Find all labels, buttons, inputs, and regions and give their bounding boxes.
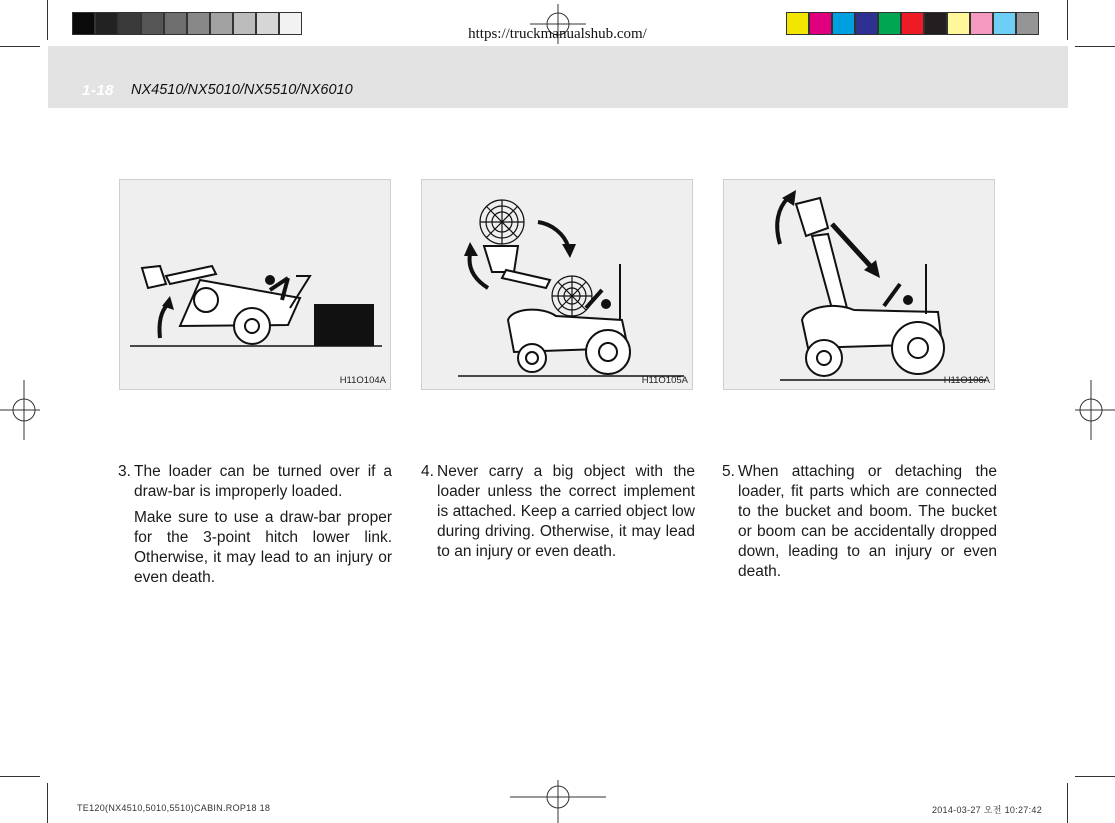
item-number: 3. [118,463,131,480]
footer-file-info: TE120(NX4510,5010,5510)CABIN.ROP18 18 [77,803,271,813]
page-number: 1-18 [82,82,115,99]
figure-2 [421,179,693,390]
registration-target-icon [0,380,40,440]
tractor-attaching-loader-illustration [724,180,996,391]
item-paragraph: Make sure to use a draw-bar proper for the 3-point hitch lower link. Otherwise, it may lead to an injury or even death. [134,509,392,586]
crop-mark [0,46,40,47]
item-number: 5. [722,463,735,480]
item-paragraph: Never carry a big object with the loader unless the correct implement is attached. Keep a carried object low during driving. Otherwise, it may lead to an injury or even death. [437,463,695,560]
footer-timestamp: 2014-03-27 오전 10:27:42 [931,805,1042,815]
crop-mark [1075,776,1115,777]
figure-code: H11O104A [339,375,386,386]
registration-target-icon [1075,380,1115,440]
instruction-item-4 [421,462,695,568]
crop-mark [47,783,48,823]
instruction-item-5 [722,462,997,588]
item-number: 4. [421,463,434,480]
tractor-tipping-over-illustration [120,180,392,391]
page-header-band [48,46,1068,108]
figure-code: H11O106A [943,375,990,386]
model-title: NX4510/NX5010/NX5510/NX6010 [131,82,353,98]
registration-target-icon [510,780,606,823]
figure-code: H11O105A [641,375,688,386]
instruction-item-3 [118,462,392,594]
source-url: https://truckmanualshub.com/ [468,26,647,42]
crop-mark [1075,46,1115,47]
crop-mark [1067,783,1068,823]
crop-mark [0,776,40,777]
item-paragraph: When attaching or detaching the loader, fit parts which are connected to the bucket and boom. The bucket or boom can be accidentally dropped down, leading to an injury or even death. [738,463,997,580]
item-paragraph: The loader can be turned over if a draw-bar is improperly loaded. [134,463,392,500]
figure-1 [119,179,391,390]
figure-3 [723,179,995,390]
tractor-carrying-big-object-illustration [422,180,694,391]
